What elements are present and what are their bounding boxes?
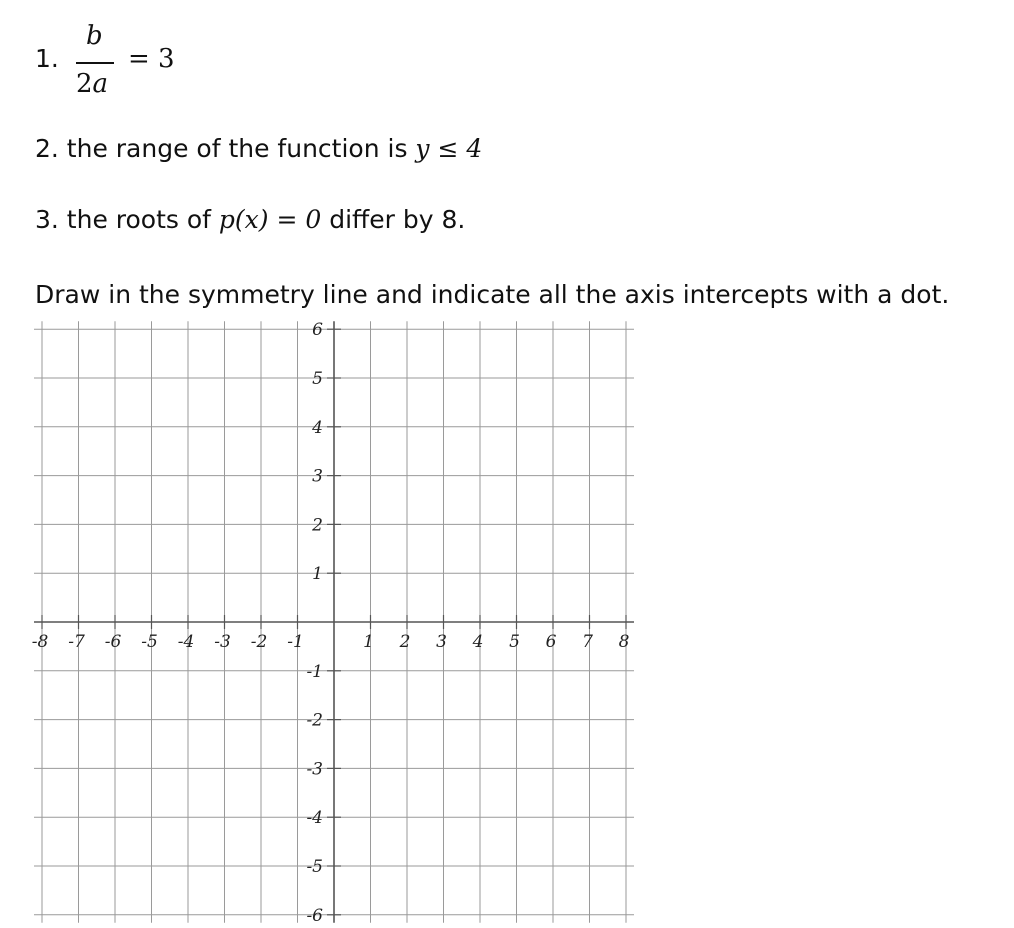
y-axis-tick-label: 3 bbox=[312, 466, 323, 487]
denominator-coefficient: 2 bbox=[76, 69, 93, 99]
question-2-text: 2. the range of the function is bbox=[35, 134, 416, 163]
question-3-text-after: differ by 8. bbox=[321, 205, 466, 234]
denominator-variable: a bbox=[92, 69, 109, 99]
x-axis-tick-label: -3 bbox=[214, 632, 231, 652]
axis-tick-labels bbox=[32, 320, 630, 926]
y-axis-tick-label: 6 bbox=[312, 320, 323, 341]
y-axis-tick-label: -4 bbox=[306, 808, 323, 829]
x-axis-tick-label: -6 bbox=[104, 632, 122, 652]
x-axis-tick-label: 8 bbox=[618, 632, 630, 652]
y-axis-tick-label: -6 bbox=[306, 905, 323, 926]
x-axis-tick-label: -8 bbox=[31, 632, 49, 652]
x-axis-tick-label: 3 bbox=[436, 632, 447, 652]
x-axis-tick-label: -7 bbox=[68, 632, 85, 652]
question-2-math: y ≤ 4 bbox=[415, 134, 483, 163]
x-axis-tick-label: 4 bbox=[472, 632, 484, 652]
x-axis-tick-label: 7 bbox=[582, 632, 593, 652]
y-axis-tick-label: 1 bbox=[312, 564, 323, 585]
question-3-math: p(x) = 0 bbox=[218, 205, 322, 234]
axes bbox=[31, 321, 634, 923]
y-axis-tick-label: -2 bbox=[306, 710, 323, 731]
x-axis-tick-label: 2 bbox=[399, 632, 411, 652]
x-axis-tick-label: -1 bbox=[287, 632, 304, 652]
x-axis-tick-label: 5 bbox=[509, 632, 520, 652]
x-axis-tick-label: 6 bbox=[545, 632, 557, 652]
x-axis-tick-label: -2 bbox=[250, 632, 268, 652]
question-1-equals: = 3 bbox=[128, 44, 175, 74]
y-axis-tick-label: 2 bbox=[312, 515, 323, 536]
y-axis-tick-label: -1 bbox=[306, 661, 323, 682]
y-axis-tick-label: 4 bbox=[312, 417, 323, 438]
instruction-text: Draw in the symmetry line and indicate all the axis intercepts with a dot. bbox=[35, 280, 950, 309]
question-3-text-before: 3. the roots of bbox=[35, 205, 219, 234]
y-axis-tick-label: -3 bbox=[306, 759, 323, 780]
y-axis-tick-label: -5 bbox=[306, 857, 323, 877]
x-axis-tick-label: -5 bbox=[141, 632, 158, 652]
fraction-numerator: b bbox=[86, 21, 103, 51]
question-1-number: 1. bbox=[35, 44, 59, 73]
x-axis-tick-label: 1 bbox=[363, 632, 374, 652]
y-axis-tick-label: 5 bbox=[312, 369, 323, 389]
x-axis-tick-label: -4 bbox=[177, 632, 195, 652]
